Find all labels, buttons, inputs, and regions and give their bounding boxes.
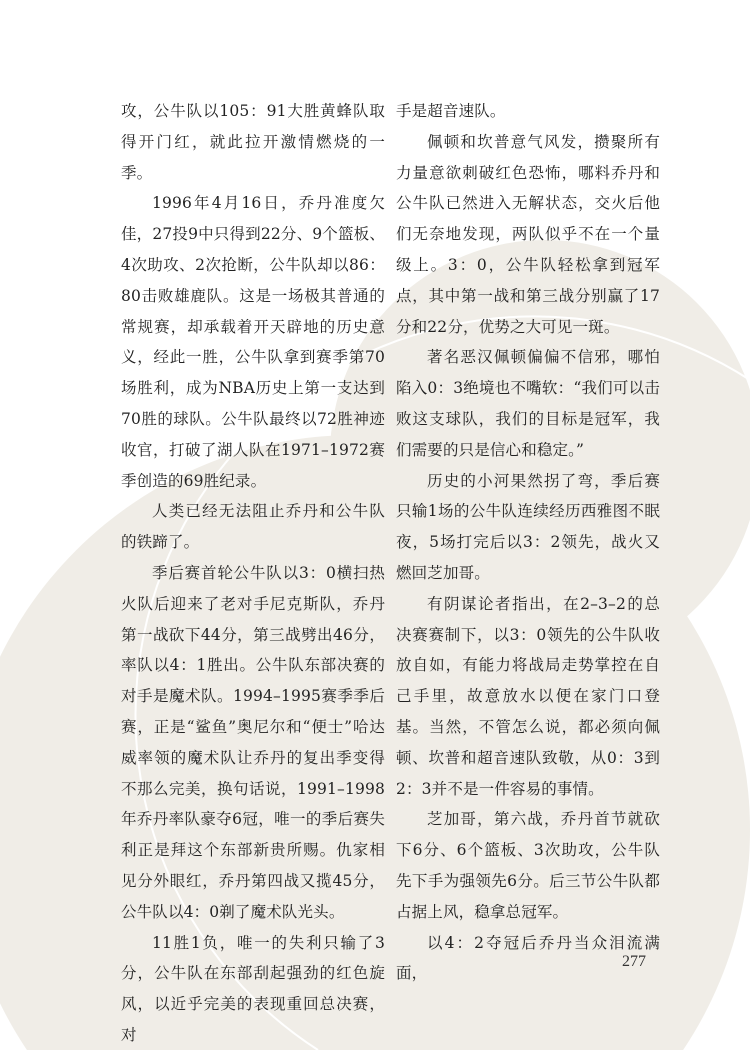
page-number: 277 [622, 953, 646, 970]
paragraph: 有阴谋论者指出，在2–3–2的总决赛赛制下，以3：0领先的公牛队收放自如，有能力将战局走势掌控在自己手里，故意放水以便在家门口登基。当然，不管怎么说，都必须向佩顿、坎普和超音速队致敬，从0：3到2：3并不是一件容易的事情。 [396, 594, 660, 798]
right-text-column [396, 96, 660, 989]
paragraph: 以4：2夺冠后乔丹当众泪流满面， [396, 933, 660, 983]
paragraph: 季后赛首轮公牛队以3：0横扫热火队后迎来了老对手尼克斯队，乔丹第一战砍下44分，第三战劈出46分，率队以4：1胜出。公牛队东部决赛的对手是魔术队。1994–1995赛季季后赛，正是“鲨鱼”奥尼尔和“便士”哈达威率领的魔术队让乔丹的复出季变得不那么完美，换句话说，1991–1998年乔丹率队豪夺6冠，唯一的季后赛失利正是拜这个东部新贵所赐。仇家相见分外眼红，乔丹第四战又揽45分，公牛队以4：0剃了魔术队光头。 [121, 563, 385, 921]
paragraph: 历史的小河果然拐了弯，季后赛只输1场的公牛队连续经历西雅图不眠夜，5场打完后以3：2领先，战火又燃回芝加哥。 [396, 471, 660, 582]
paragraph: 11胜1负，唯一的失利只输了3分，公牛队在东部刮起强劲的红色旋风，以近乎完美的表现重回总决赛，对 [121, 933, 385, 1044]
paragraph: 佩顿和坎普意气风发，攒聚所有力量意欲刺破红色恐怖，哪料乔丹和公牛队已然进入无解状态，交火后他们无奈地发现，两队似乎不在一个量级上。3：0，公牛队轻松拿到冠军点，其中第一战和第三战分别赢了17分和22分，优势之大可见一斑。 [396, 132, 660, 336]
left-text-column [121, 96, 385, 1051]
paragraph: 芝加哥，第六战，乔丹首节就砍下6分、6个篮板、3次助攻，公牛队先下手为强领先6分。后三节公牛队都占据上风，稳拿总冠军。 [396, 810, 660, 921]
paragraph: 1996年4月16日，乔丹准度欠佳，27投9中只得到22分、9个篮板、4次助攻、2次抢断，公牛队却以86：80击败雄鹿队。这是一场极其普通的常规赛，却承载着开天辟地的历史意义，经此一胜，公牛队拿到赛季第70场胜利，成为NBA历史上第一支达到70胜的球队。公牛队最终以72胜神迹收官，打破了湖人队在1971–1972赛季创造的69胜纪录。 [121, 194, 385, 490]
paragraph: 著名恶汉佩顿偏偏不信邪，哪怕陷入0：3绝境也不嘴软：“我们可以击败这支球队，我们的目标是冠军，我们需要的只是信心和稳定。” [396, 348, 660, 459]
paragraph: 攻，公牛队以105：91大胜黄蜂队取得开门红，就此拉开激情燃烧的一季。 [121, 102, 385, 182]
paragraph: 人类已经无法阻止乔丹和公牛队的铁蹄了。 [121, 502, 385, 552]
paragraph: 手是超音速队。 [396, 102, 506, 120]
